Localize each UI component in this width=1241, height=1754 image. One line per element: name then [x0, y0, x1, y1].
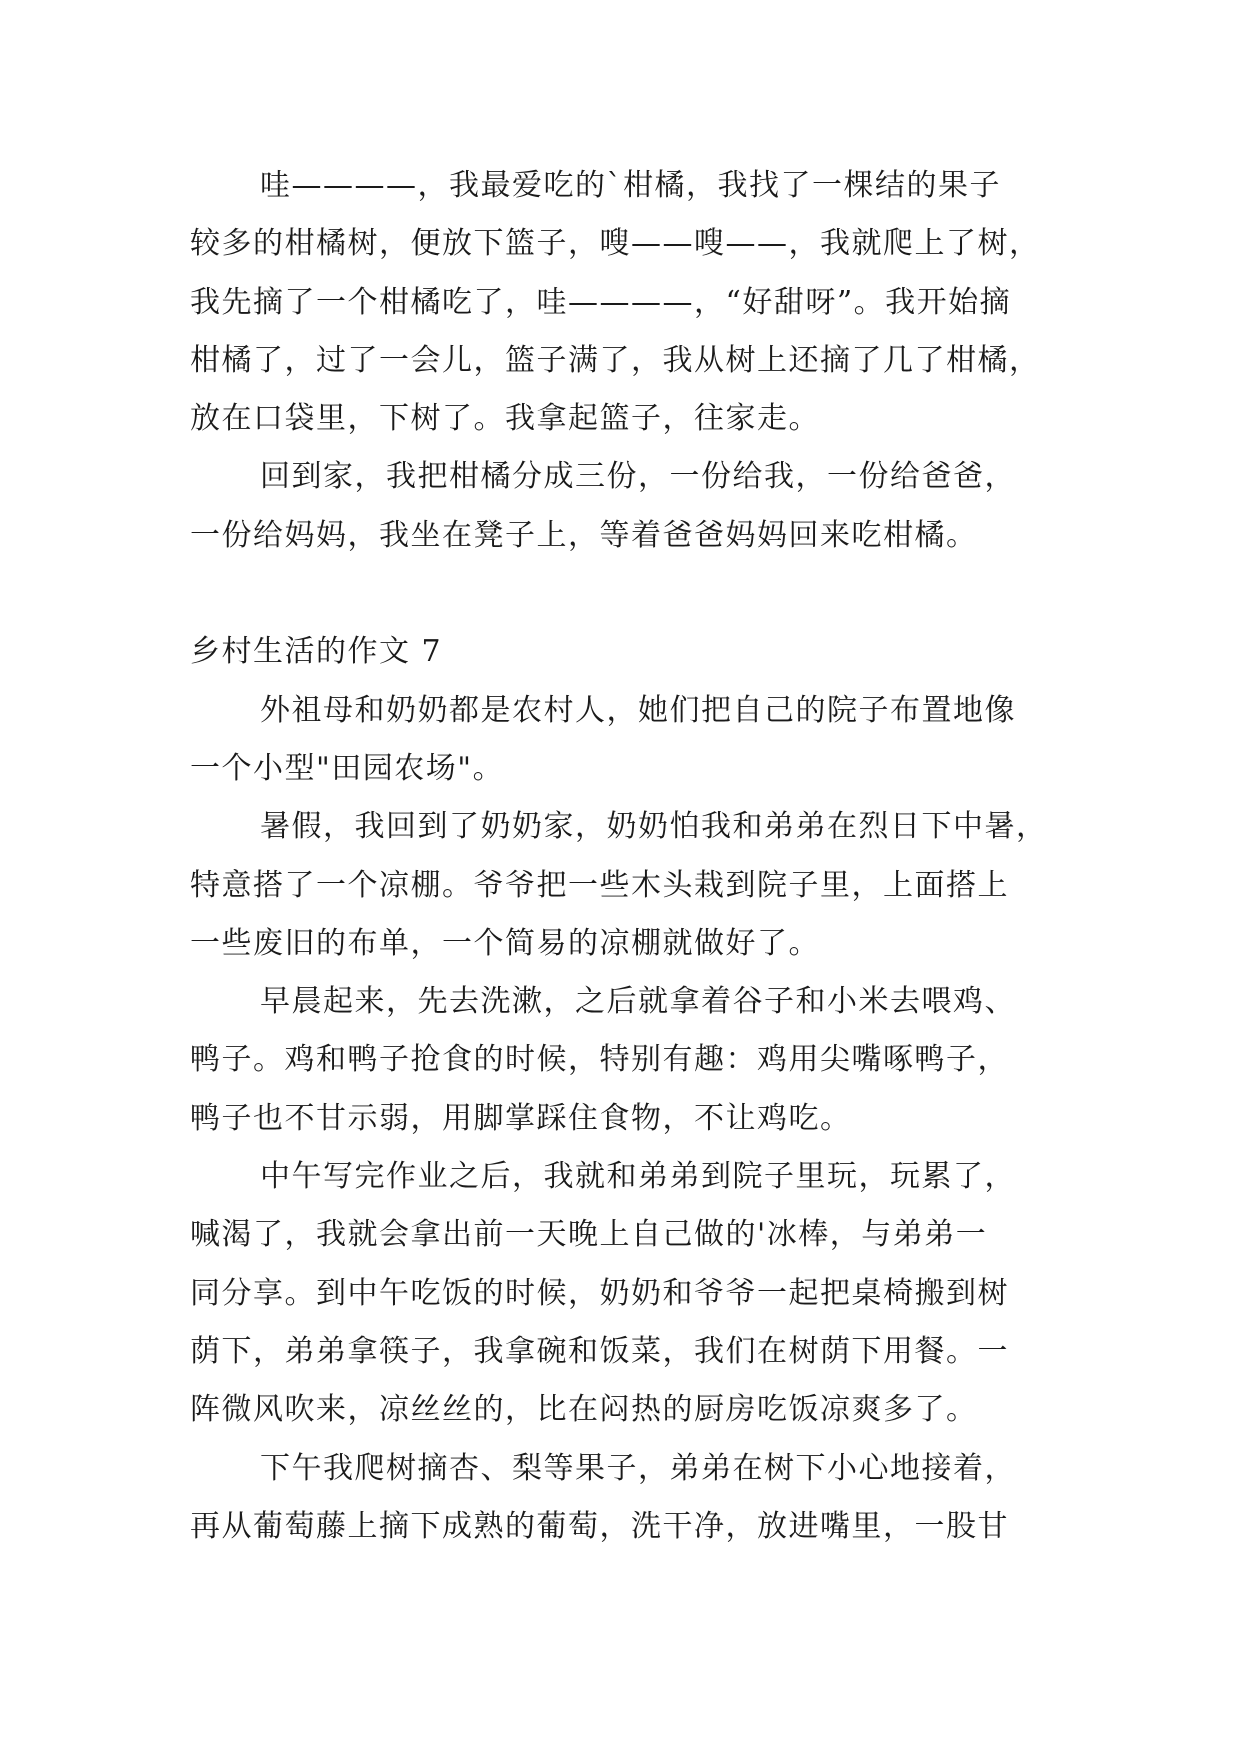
text-line: 柑橘了，过了一会儿，篮子满了，我从树上还摘了几了柑橘，: [190, 342, 1041, 378]
document-body: [190, 157, 1070, 1556]
text-line: 下午我爬树摘杏、梨等果子，弟弟在树下小心地接着，: [260, 1450, 1016, 1486]
paragraph-back-home: [190, 448, 1070, 565]
text-line: 喊渴了，我就会拿出前一天晚上自己做的'冰棒，与弟弟一: [190, 1217, 988, 1253]
text-line: 回到家，我把柑橘分成三份，一份给我，一份给爸爸，: [260, 459, 1016, 495]
text-line: 哇————，我最爱吃的`柑橘，我找了一棵结的果子: [260, 168, 1001, 203]
paragraph-noon-lunch: [190, 1148, 1070, 1439]
text-line: 放在口袋里，下树了。我拿起篮子，往家走。: [190, 401, 820, 437]
essay-title: 乡村生活的作文 7: [190, 634, 443, 670]
text-line: 早晨起来，先去洗漱，之后就拿着谷子和小米去喂鸡、: [260, 984, 1016, 1020]
text-line: 同分享。到中午吃饭的时候，奶奶和爷爷一起把桌椅搬到树: [190, 1275, 1009, 1311]
paragraph-grandmothers: [190, 682, 1070, 799]
text-line: 再从葡萄藤上摘下成熟的葡萄，洗干净，放进嘴里，一股甘: [190, 1508, 1009, 1544]
text-line: 一些废旧的布单，一个简易的凉棚就做好了。: [190, 925, 820, 961]
text-line: 我先摘了一个柑橘吃了，哇————，“好甜呀”。我开始摘: [190, 284, 1012, 320]
text-line: 较多的柑橘树，便放下篮子，嗖——嗖——，我就爬上了树，: [190, 226, 1041, 262]
paragraph-oranges-picking: [190, 157, 1070, 448]
text-line: 外祖母和奶奶都是农村人，她们把自己的院子布置地像: [260, 692, 1016, 728]
text-line: 暑假，我回到了奶奶家，奶奶怕我和弟弟在烈日下中暑，: [260, 809, 1048, 845]
text-line: 鸭子也不甘示弱，用脚掌踩住食物，不让鸡吃。: [190, 1100, 852, 1136]
text-line: 一份给妈妈，我坐在凳子上，等着爸爸妈妈回来吃柑橘。: [190, 517, 978, 553]
paragraph-morning-feeding: [190, 973, 1070, 1148]
text-line: 中午写完作业之后，我就和弟弟到院子里玩，玩累了，: [260, 1159, 1016, 1195]
paragraph-summer-shed: [190, 798, 1070, 973]
text-line: 阵微风吹来，凉丝丝的，比在闷热的厨房吃饭凉爽多了。: [190, 1392, 978, 1428]
text-line: 特意搭了一个凉棚。爷爷把一些木头栽到院子里，上面搭上: [190, 867, 1009, 903]
section-spacer: [190, 565, 1070, 623]
text-line: 荫下，弟弟拿筷子，我拿碗和饭菜，我们在树荫下用餐。一: [190, 1333, 1009, 1369]
paragraph-afternoon-fruit: [190, 1440, 1070, 1557]
text-line: 一个小型"田园农场"。: [190, 750, 505, 786]
text-line: 鸭子。鸡和鸭子抢食的时候，特别有趣：鸡用尖嘴啄鸭子，: [190, 1042, 1009, 1078]
